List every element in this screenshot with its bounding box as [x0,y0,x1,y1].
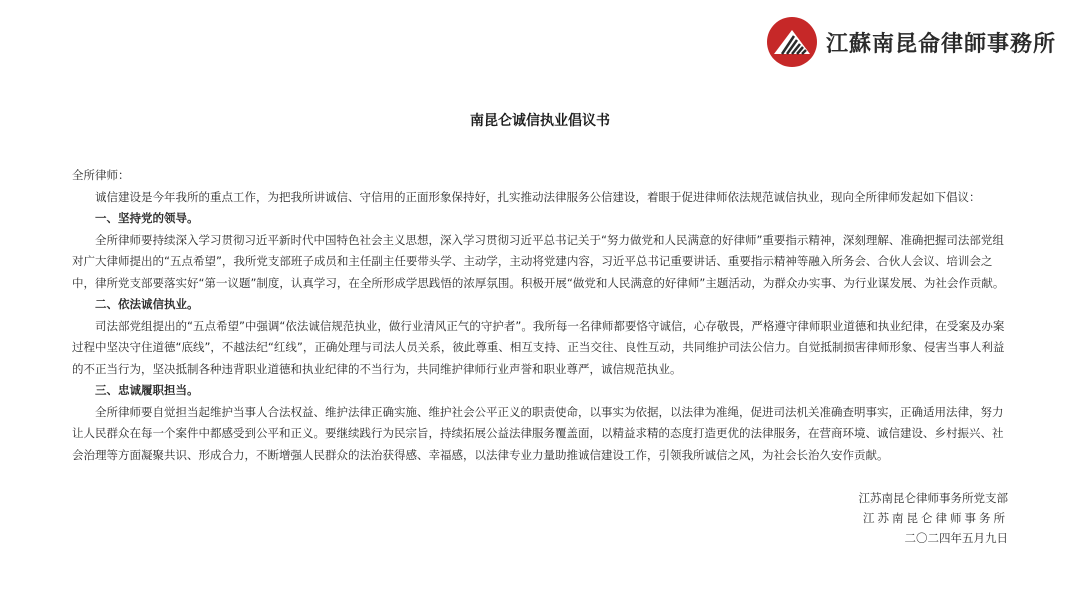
section-2-body: 司法部党组提出的“五点希望”中强调“依法诚信规范执业，做行业清风正气的守护者”。我所每一名律师都要恪守诚信，心存敬畏，严格遵守律师职业道德和执业纪律，在受案及办案过程中坚决守住道德“底线”，不越法纪“红线”，正确处理与司法人员关系，彼此尊重、相互支持、正当交往、良性互动，共同维护司法公信力。自觉抵制损害律师形象、侵害当事人利益的不正当行为，坚决抵制各种违背职业道德和执业纪律的不当行为，共同维护律师行业声誉和职业尊严，诚信规范执业。 [72,318,1005,376]
signature-org-party-branch: 江苏南昆仑律师事务所党支部 [858,491,1008,505]
section-1-heading: 一、坚持党的领导。 [95,211,199,225]
section-3-body: 全所律师要自觉担当起维护当事人合法权益、维护法律正确实施、维护社会公平正义的职责使命，以事实为依据，以法律为准绳，促进司法机关准确查明事实，正确适用法律，努力让人民群众在每一个案件中都感受到公平和正义。要继续践行为民宗旨，持续拓展公益法律服务覆盖面，以精益求精的态度打造更优的法律服务，在营商环境、诚信建设、乡村振兴、社会治理等方面凝聚共识、形成合力，不断增强人民群众的法治获得感、幸福感，以法律专业力量助推诚信建设工作，引领我所诚信之风，为社会长治久安作贡献。 [72,404,1004,462]
firm-logo-icon [766,16,818,68]
signature-date: 二〇二四年五月九日 [904,531,1008,545]
section-1-body: 全所律师要持续深入学习贯彻习近平新时代中国特色社会主义思想，深入学习贯彻习近平总书记关于“努力做党和人民满意的好律师”重要指示精神，深刻理解、准确把握司法部党组对广大律师提出的“五点希望”，我所党支部班子成员和主任副主任要带头学、主动学，主动将党建内容，习近平总书记重要讲话、重要指示精神等融入所务会、合伙人会议、培训会之中，律所党支部要落实好“第一议题”制度，认真学习，在全所形成学思践悟的浓厚氛围。积极开展“做党和人民满意的好律师”主题活动，为群众办实事、为行业谋发展、为社会作贡献。 [72,232,1005,290]
document-title: 南昆仑诚信执业倡议书 [470,113,610,129]
salutation: 全所律师： [72,168,130,182]
signature-org-firm: 江苏南昆仑律师事务所 [863,511,1008,525]
document-body [72,165,1012,466]
intro-paragraph: 诚信建设是今年我所的重点工作，为把我所讲诚信、守信用的正面形象保持好，扎实推动法律服务公信建设，着眼于促进律师依法规范诚信执业，现向全所律师发起如下倡议： [95,189,981,204]
signature-block [859,488,1009,548]
section-3-heading: 三、忠诚履职担当。 [95,383,199,397]
section-2-heading: 二、依法诚信执业。 [95,297,199,311]
firm-name: 江蘇南昆侖律師事務所 [825,30,1056,57]
firm-logo [766,16,1056,68]
